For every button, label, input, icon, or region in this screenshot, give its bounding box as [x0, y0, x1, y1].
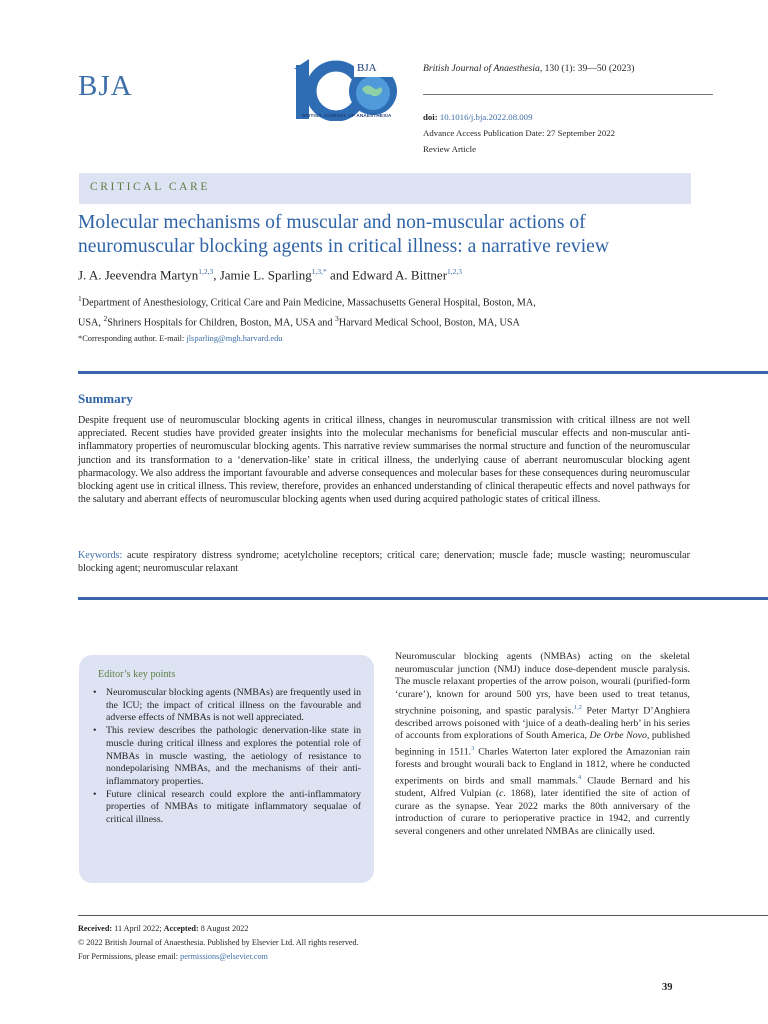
publication-date: Advance Access Publication Date: 27 September 2022: [423, 128, 616, 138]
affil-sup: 1: [78, 294, 82, 303]
list-item: [93, 687, 361, 725]
affiliations: [78, 291, 718, 331]
section-label: CRITICAL CARE: [90, 181, 210, 193]
body-paragraph: [395, 651, 690, 839]
doi-label: doi:: [423, 112, 438, 122]
permissions-label: For Permissions, please email:: [78, 952, 181, 961]
summary-bottom-rule: [78, 597, 768, 600]
section-band: [79, 173, 691, 204]
centenary-badge: BJA: [357, 62, 377, 74]
author-affil-ref[interactable]: 1,2,3: [447, 267, 463, 276]
centenary-caption: BRITISH JOURNAL OF ANAESTHESIA: [302, 113, 392, 118]
key-points-list: [93, 687, 361, 827]
accepted-date: 8 August 2022: [198, 924, 249, 933]
list-item: [93, 725, 361, 789]
bja-logo: BJA: [78, 70, 133, 102]
bullet-icon: •: [93, 687, 97, 698]
title-line-1: Molecular mechanisms of muscular and non-muscular actions of: [78, 212, 586, 233]
permissions-email-link[interactable]: permissions@elsevier.com: [180, 952, 268, 961]
footer: [78, 922, 359, 964]
dates-line: [78, 922, 359, 936]
corresponding-author: [78, 334, 283, 343]
corresponding-email-link[interactable]: jlsparling@mgh.harvard.edu: [186, 334, 283, 343]
affil-sup: 2: [103, 313, 108, 323]
body-text: Neuromuscular blocking agents (NMBAs) acting on the skeletal neuromuscular junction (NMJ) induce dose-dependent muscle paralysis. The muscle relaxant properties of the arrow poison, wourali (purified-form ‘curare’), known for around 500 yrs, have been used to treat tetanus, strychnine poisoning, and spastic paralysis.: [395, 651, 690, 717]
summary-top-rule: [78, 371, 768, 374]
author-separator: ,: [213, 267, 220, 283]
author-name: J. A. Jeevendra Martyn: [78, 267, 199, 283]
author-list: [78, 264, 462, 283]
body-text: Claude Bernard and his student, Alfred Vulpian (: [395, 775, 690, 799]
bja-centenary-logo-icon: [292, 55, 402, 121]
page-number: 39: [662, 982, 673, 993]
list-item: [93, 789, 361, 827]
journal-name: British Journal of Anaesthesia: [423, 63, 540, 74]
body-text: Peter Martyr D’Anghiera described arrows poisoned with ‘juice of a death-dealing herb’ in his series of accounts from explorations of South America,: [395, 705, 690, 742]
article-title: [78, 211, 718, 259]
summary-heading: Summary: [78, 391, 133, 406]
author-separator: and: [326, 267, 353, 283]
citation-ref[interactable]: 4: [578, 773, 582, 781]
author-affil-ref[interactable]: 1,3,*: [311, 267, 327, 276]
key-points-box: [79, 655, 374, 883]
affil-text: Department of Anesthesiology, Critical Care and Pain Medicine, Massachusetts General Hospital, Boston, MA,: [81, 297, 536, 309]
body-text: Charles Waterton later explored the Amazonian rain forests and brought wourali back to England in 1812, where he conducted experiments on birds and small mammals.: [395, 746, 690, 787]
received-label: Received:: [78, 924, 113, 933]
keywords: [78, 549, 690, 575]
accepted-label: Accepted:: [163, 924, 199, 933]
header-divider: [423, 94, 713, 95]
key-points-heading: Editor’s key points: [98, 669, 176, 680]
doi-link[interactable]: 10.1016/j.bja.2022.08.009: [439, 112, 533, 122]
book-title: De Orbe Novo: [589, 730, 647, 742]
title-line-2: neuromuscular blocking agents in critical illness: a narrative review: [78, 236, 610, 257]
corresponding-label: *Corresponding author. E-mail:: [78, 334, 187, 343]
citation-ref[interactable]: 1,2: [573, 703, 582, 711]
journal-citation: [423, 61, 634, 76]
key-point-text: Future clinical research could explore the anti-inflammatory properties of NMBAs to mitigate inflammatory sequalae of critical illness.: [106, 788, 361, 826]
author-name: Jamie L. Sparling: [219, 267, 312, 283]
bullet-icon: •: [93, 788, 97, 800]
author-name: Edward A. Bittner: [352, 267, 448, 283]
body-text: , published beginning in 1511.: [395, 730, 691, 758]
key-point-text: Neuromuscular blocking agents (NMBAs) are frequently used in the ICU; the impact of critical illness on the favourable and adverse effects of NMBAs is not well appreciated.: [106, 687, 361, 724]
author-affil-ref[interactable]: 1,2,3: [198, 267, 214, 276]
affil-text: Harvard Medical School, Boston, MA, USA: [338, 317, 520, 329]
key-point-text: This review describes the pathologic denervation-like state in muscle during critical illness and explores the potential role of NMBAs in muscle wasting, the aetiology of resistance to nondepolarising NMBAs, and the mechanisms of their anti-inflammatory properties.: [106, 725, 361, 787]
affil-text: USA,: [78, 317, 104, 329]
citation: , 130 (1): 39—50 (2023): [539, 63, 635, 74]
footer-divider: [78, 915, 768, 916]
keywords-text: acute respiratory distress syndrome; acetylcholine receptors; critical care; denervation; muscle fade; muscle wasting; neuromuscular blocking agent; neuromuscular relaxant: [78, 550, 690, 575]
keywords-label: Keywords:: [78, 550, 123, 561]
article-type: Review Article: [423, 144, 477, 154]
affil-sup: 3: [335, 313, 339, 323]
affil-text: Shriners Hospitals for Children, Boston, MA, USA and: [107, 317, 336, 329]
received-date: 11 April 2022;: [112, 924, 164, 933]
summary-text: Despite frequent use of neuromuscular blocking agents in critical illness, changes in neuromuscular transmission with critical illness are not well appreciated. Recent studies have provided greater insights into the molecular mechanisms for beneficial muscular effects and non-muscular anti-inflammatory properties of neuromuscular blocking agents. This narrative review summarises the normal structure and function of the neuromuscular junction and its transformation to a ‘denervation-like’ state in critical illness, the underlying cause of aberrant neuromuscular blocking agent pharmacology. We also address the important favourable and adverse consequences and molecular bases for these consequences during neuromuscular blocking agent use in critical illness. This review, therefore, provides an enhanced understanding of clinical therapeutic effects and novel pathways for the salutary and aberrant effects of neuromuscular blocking agents when used during acquired pathologic states of critical illness.: [78, 415, 690, 506]
citation-ref[interactable]: 3: [471, 745, 475, 753]
bullet-icon: •: [93, 725, 97, 737]
circa: c.: [499, 787, 506, 799]
doi-block: [423, 109, 615, 157]
body-text: 1868), later identified the site of action of curare as the synapse. Year 2022 marks the 80th anniversary of the introduction of curare to perioperative practice in 1942, and currently several congeners and other unrelated NMBAs are clinically used.: [395, 787, 690, 837]
permissions-line: [78, 950, 359, 964]
copyright: © 2022 British Journal of Anaesthesia. Published by Elsevier Ltd. All rights reserved.: [78, 938, 359, 947]
